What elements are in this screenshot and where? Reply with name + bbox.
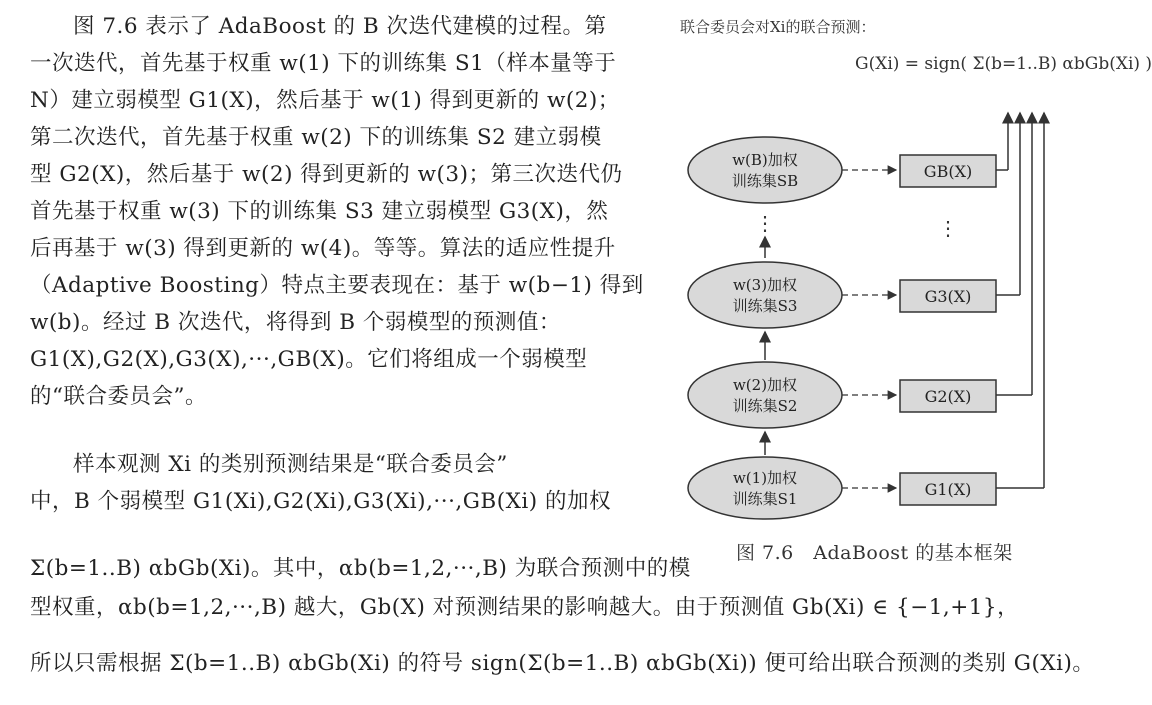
adaboost-diagram — [670, 95, 1070, 520]
text-line: 图 7.6 表示了 AdaBoost 的 B 次迭代建模的过程。第 — [73, 14, 607, 39]
figure-top-caption: 联合委员会对Xi的联合预测： — [680, 18, 876, 36]
text-line: （Adaptive Boosting）特点主要表现在：基于 w(b−1) 得到 — [30, 273, 644, 298]
box-label: GB(X) — [923, 162, 973, 181]
ellipse-label-1: w(B)加权 — [732, 151, 798, 169]
text-line: 首先基于权重 w(3) 下的训练集 S3 建立弱模型 G3(X)，然 — [30, 199, 609, 224]
body-paragraph-2 — [30, 446, 691, 587]
text-line: 的“联合委员会”。 — [30, 384, 207, 409]
text-line-wide: 所以只需根据 Σ(b=1..B) αbGb(Xi) 的符号 sign(Σ(b=1..B) αbGb(Xi)) 便可给出联合预测的类别 G(Xi)。 — [30, 651, 1095, 676]
text-line: 一次迭代，首先基于权重 w(1) 下的训练集 S1（样本量等于 — [30, 51, 617, 76]
body-paragraph-1 — [30, 8, 660, 415]
figure-formula: G(Xi) = sign( Σ(b=1..B) αbGb(Xi) ) — [855, 54, 1152, 74]
vertical-ellipsis: ⋮ — [938, 216, 958, 240]
box-label: G3(X) — [924, 287, 972, 306]
ellipse-label-2: 训练集S3 — [732, 297, 798, 315]
text-line-wide: 型权重，αb(b=1,2,···,B) 越大，Gb(X) 对预测结果的影响越大。由于预测值 Gb(Xi) ∈ {−1,+1}， — [30, 595, 1020, 620]
box-label: G1(X) — [924, 480, 972, 499]
text-line: N）建立弱模型 G1(X)，然后基于 w(1) 得到更新的 w(2)； — [30, 88, 620, 113]
ellipse-label-2: 训练集SB — [731, 172, 799, 190]
text-line: 型 G2(X)，然后基于 w(2) 得到更新的 w(3)；第三次迭代仍 — [30, 162, 623, 187]
ellipse-label-1: w(2)加权 — [732, 376, 798, 394]
ellipse-label-2: 训练集S2 — [732, 397, 798, 415]
text-line: w(b)。经过 B 次迭代，将得到 B 个弱模型的预测值： — [30, 310, 561, 335]
weighted-set-3 — [688, 262, 842, 328]
weighted-set-2 — [688, 362, 842, 428]
ellipse-label-1: w(1)加权 — [732, 469, 798, 487]
text-line: Σ(b=1..B) αbGb(Xi)。其中，αb(b=1,2,···,B) 为联合预测中的模 — [30, 556, 691, 581]
figure-caption: 图 7.6 AdaBoost 的基本框架 — [736, 542, 1013, 564]
weighted-set-B — [688, 137, 842, 203]
text-line: 第二次迭代，首先基于权重 w(2) 下的训练集 S2 建立弱模 — [30, 125, 602, 150]
box-label: G2(X) — [924, 387, 972, 406]
output-arrows — [996, 113, 1044, 488]
ellipse-label-2: 训练集S1 — [732, 490, 798, 508]
ellipse-label-1: w(3)加权 — [732, 276, 798, 294]
vertical-ellipsis: ⋮ — [755, 211, 775, 235]
text-line: 后再基于 w(3) 得到更新的 w(4)。等等。算法的适应性提升 — [30, 236, 616, 261]
text-line: G1(X),G2(X),G3(X),···,GB(X)。它们将组成一个弱模型 — [30, 347, 588, 372]
text-line: 样本观测 Xi 的类别预测结果是“联合委员会” — [73, 452, 508, 477]
weighted-set-1 — [688, 457, 842, 519]
text-line: 中，B 个弱模型 G1(Xi),G2(Xi),G3(Xi),···,GB(Xi) 的加权 — [30, 489, 612, 514]
